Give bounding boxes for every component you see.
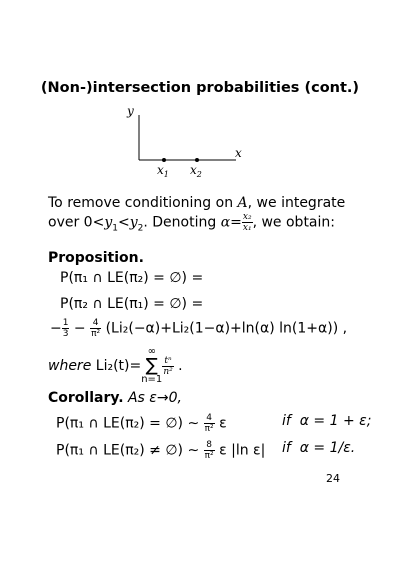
y-axis-label: y	[127, 104, 134, 118]
fraction-four-over-pi-squared-2: $\frac{4}{\text{π²}}$	[204, 413, 214, 434]
proposition-eq-1: P(π₁ ∩ LE(π₂) = ∅) =	[60, 270, 204, 286]
point-x1-label: $x_1$	[157, 163, 169, 179]
proposition-heading: Proposition.	[48, 250, 144, 266]
intro-line-1: To remove conditioning on A, we integrate	[48, 195, 346, 211]
proposition-eq-2: P(π₂ ∩ LE(π₁) = ∅) =	[60, 296, 204, 312]
point-x1	[162, 158, 166, 162]
fraction-one-third: $\frac{1}{3}$	[62, 318, 69, 339]
proposition-eq-3: − $\frac{1}{3}$ − $\frac{4}{\text{π²}}$ (Li₂(−α)+Li₂(1−α)+ln(α) ln(1+α)) ,	[50, 318, 348, 339]
sum-symbol: ∞ ∑ n=1	[141, 346, 163, 385]
where-definition: where Li₂(t)= ∞ ∑ n=1 $\frac{\text{tⁿ}}{\text{n²}}$ .	[48, 346, 183, 385]
alpha-fraction: $\frac{\text{x₂}}{\text{x₁}}$	[242, 212, 252, 233]
point-x2-label: $x_2$	[190, 163, 202, 179]
intro-line-2: over $0<y_1<y_2$. Denoting α= $\frac{\text{x₂}}{\text{x₁}}$ , we obtain:	[48, 212, 335, 234]
fraction-four-over-pi-squared: $\frac{4}{\text{π²}}$	[91, 318, 101, 339]
sum-fraction: $\frac{\text{tⁿ}}{\text{n²}}$	[163, 355, 173, 377]
corollary-row-2: P(π₁ ∩ LE(π₂) ≠ ∅) ∼ $\frac{8}{\text{π²}}$ ε |ln ε|	[56, 440, 266, 461]
corollary-row-1: P(π₁ ∩ LE(π₂) = ∅) ∼ $\frac{4}{\text{π²}}$ ε	[56, 413, 227, 434]
fraction-eight-over-pi-squared: $\frac{8}{\text{π²}}$	[204, 440, 214, 461]
corollary-row-2-condition: if α = 1/ε.	[282, 440, 356, 456]
slide-title: (Non-)intersection probabilities (cont.)	[40, 80, 360, 96]
page-number: 24	[326, 472, 340, 485]
corollary-row-1-condition: if α = 1 + ε;	[282, 413, 372, 429]
corollary-heading: Corollary. As ε→0,	[48, 390, 182, 406]
x-axis-label: x	[235, 146, 242, 160]
point-x2	[195, 158, 199, 162]
